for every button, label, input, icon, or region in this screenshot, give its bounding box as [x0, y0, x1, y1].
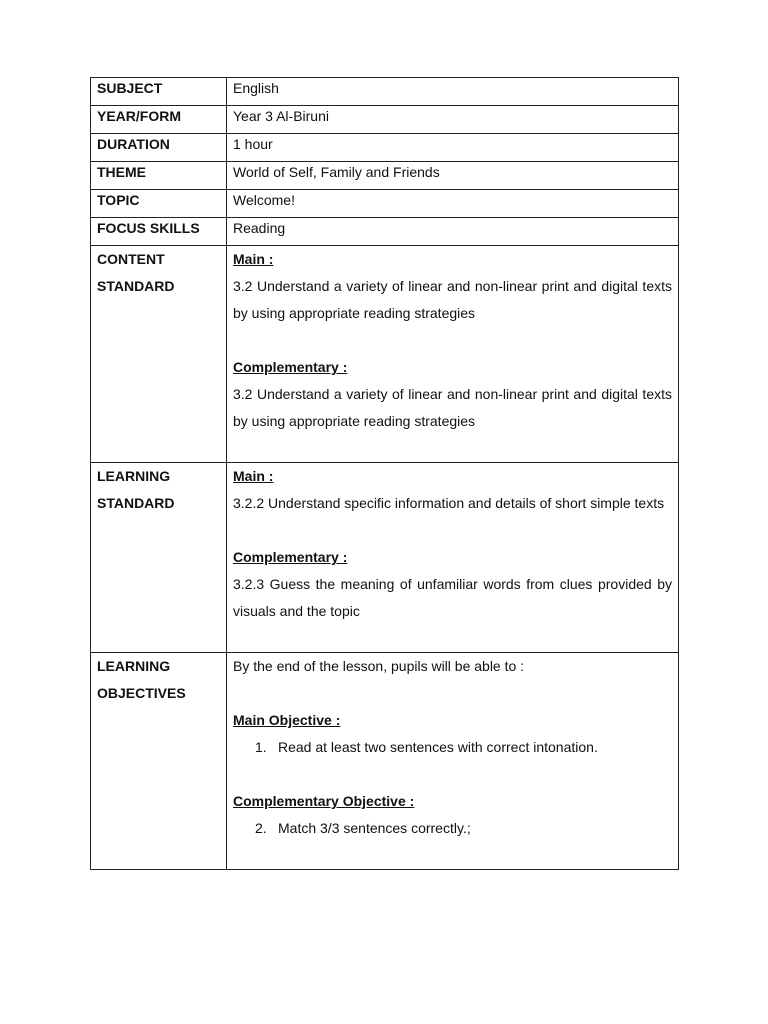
learning-objectives-label-line2: OBJECTIVES	[97, 685, 186, 701]
content-main-text: 3.2 Understand a variety of linear and non-linear print and digital texts by using appropriate reading strategies	[233, 278, 672, 321]
learning-objectives-label	[91, 653, 227, 870]
objectives-intro: By the end of the lesson, pupils will be able to :	[233, 658, 525, 674]
row-duration	[91, 134, 679, 162]
complementary-objective-number: 2.	[255, 820, 267, 836]
content-standard-body	[227, 246, 679, 463]
learning-standard-label-line2: STANDARD	[97, 495, 175, 511]
learning-standard-label-line1: LEARNING	[97, 468, 171, 484]
content-complementary-heading: Complementary :	[233, 359, 348, 375]
complementary-objective-item	[233, 815, 672, 842]
complementary-objective-text: Match 3/3 sentences correctly.;	[278, 820, 471, 836]
row-focus-skills	[91, 218, 679, 246]
theme-value: World of Self, Family and Friends	[227, 162, 679, 190]
row-content-standard	[91, 246, 679, 463]
year-form-label: YEAR/FORM	[91, 106, 227, 134]
focus-skills-value: Reading	[227, 218, 679, 246]
topic-label: TOPIC	[91, 190, 227, 218]
row-theme	[91, 162, 679, 190]
content-standard-label-line1: CONTENT	[97, 251, 165, 267]
row-learning-objectives	[91, 653, 679, 870]
learning-main-heading: Main :	[233, 468, 274, 484]
main-objective-item	[233, 734, 672, 761]
main-objective-text: Read at least two sentences with correct intonation.	[278, 739, 598, 755]
row-year-form	[91, 106, 679, 134]
content-standard-label-line2: STANDARD	[97, 278, 175, 294]
lesson-plan-table	[90, 77, 679, 870]
content-standard-label	[91, 246, 227, 463]
complementary-objective-heading: Complementary Objective :	[233, 793, 415, 809]
duration-value: 1 hour	[227, 134, 679, 162]
learning-main-text: 3.2.2 Understand specific information and details of short simple texts	[233, 495, 665, 511]
theme-label: THEME	[91, 162, 227, 190]
learning-complementary-text: 3.2.3 Guess the meaning of unfamiliar words from clues provided by visuals and the topic	[233, 576, 672, 619]
learning-complementary-heading: Complementary :	[233, 549, 348, 565]
duration-label: DURATION	[91, 134, 227, 162]
learning-standard-label	[91, 463, 227, 653]
main-objective-heading: Main Objective :	[233, 712, 341, 728]
main-objective-number: 1.	[255, 739, 267, 755]
subject-label: SUBJECT	[91, 78, 227, 106]
learning-objectives-label-line1: LEARNING	[97, 658, 171, 674]
content-main-heading: Main :	[233, 251, 274, 267]
row-topic	[91, 190, 679, 218]
focus-skills-label: FOCUS SKILLS	[91, 218, 227, 246]
learning-standard-body	[227, 463, 679, 653]
year-form-value: Year 3 Al-Biruni	[227, 106, 679, 134]
subject-value: English	[227, 78, 679, 106]
topic-value: Welcome!	[227, 190, 679, 218]
row-learning-standard	[91, 463, 679, 653]
row-subject	[91, 78, 679, 106]
content-complementary-text: 3.2 Understand a variety of linear and non-linear print and digital texts by using appropriate reading strategies	[233, 386, 672, 429]
learning-objectives-body	[227, 653, 679, 870]
